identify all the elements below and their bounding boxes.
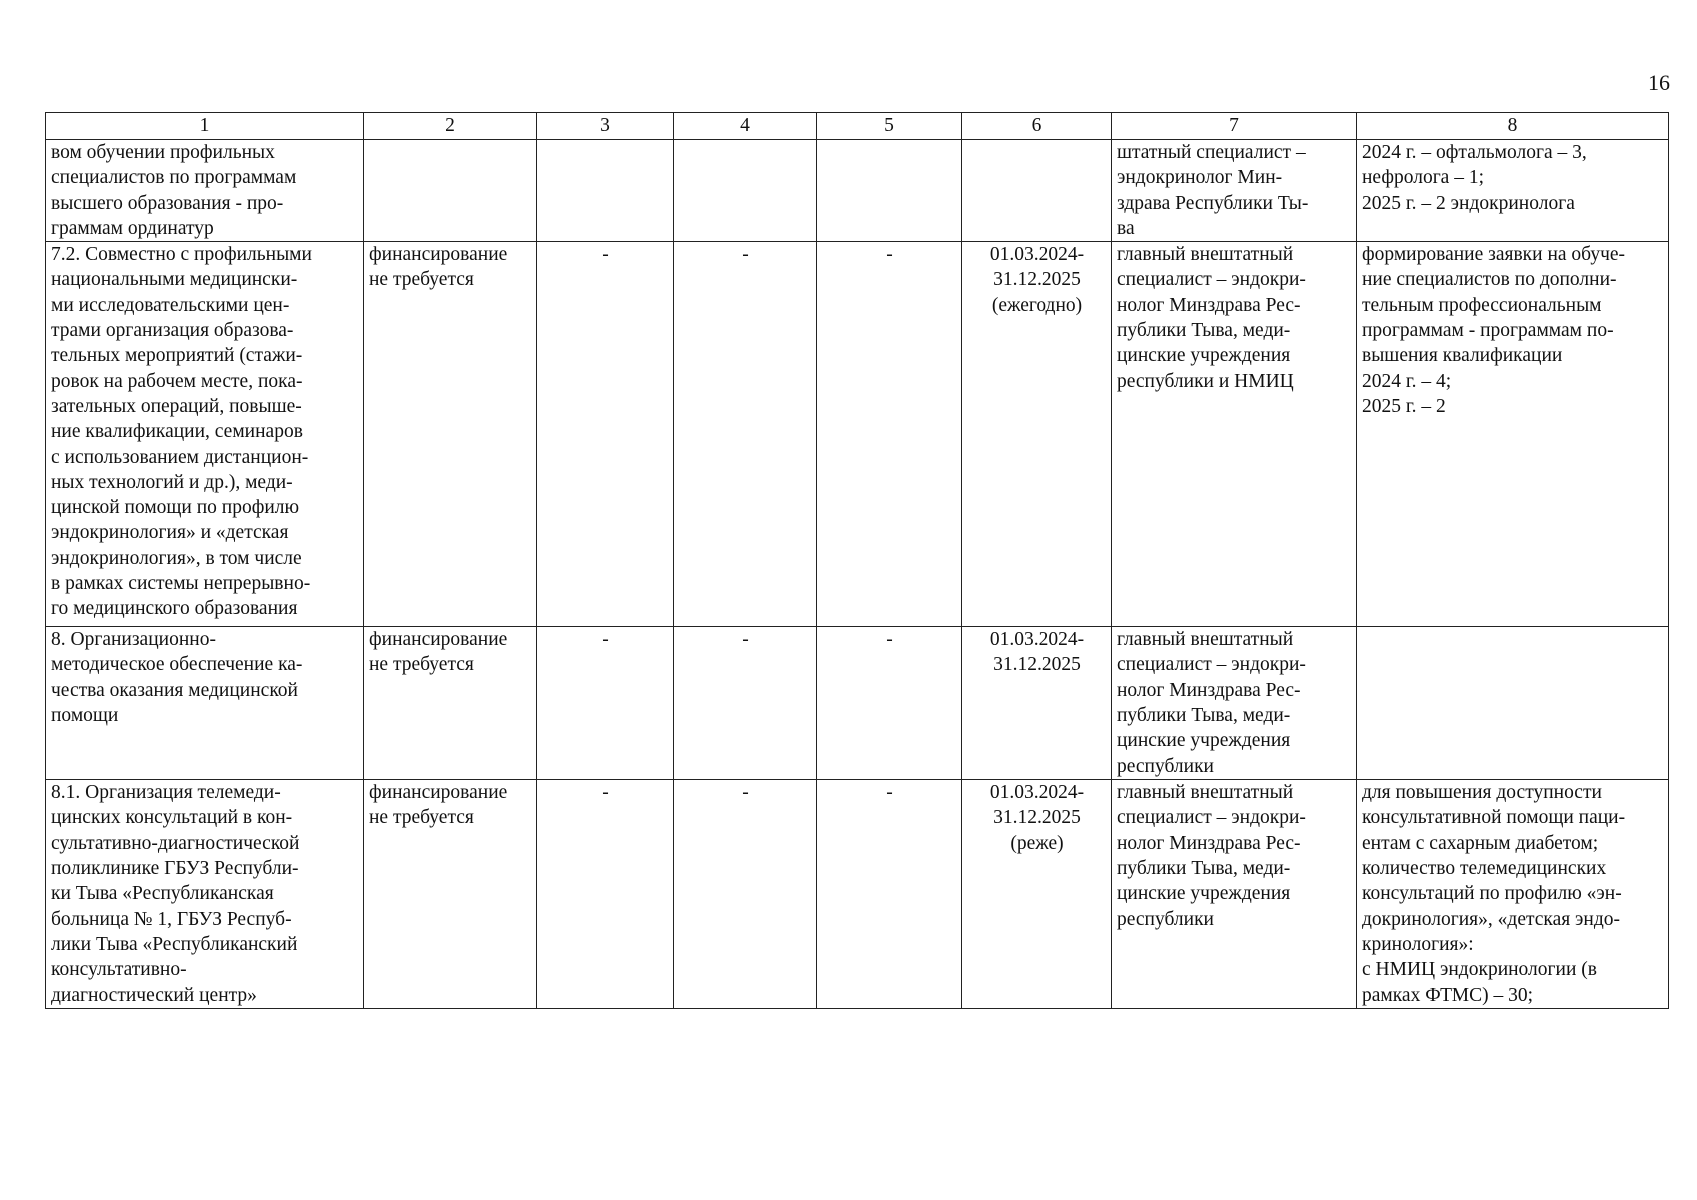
result-cell: для повышения доступности консультативной помощи паци- ентам с сахарным диабетом; количество телемедицинских консультаций по профилю «эн- докринология», «детская эндо- кринология»: с НМИЦ эндокринологии (в рамках ФТМС) – 30; <box>1357 780 1669 1009</box>
activity-cell: 7.2. Совместно с профильными национальными медицински- ми исследовательскими цен- трами организация образова- тельных мероприятий (стажи- ровок на рабочем месте, пока- зательных операций, повыше- ние квалификации, семинаров с использованием дистанцион- ных технологий и др.), меди- цинской помощи по профилю эндокринология» и «детская эндокринология», в том числе в рамках системы непрерывно- го медицинского образования <box>46 242 364 627</box>
period-cell: 01.03.2024- 31.12.2025 <box>962 627 1112 780</box>
responsible-cell: штатный специалист – эндокринолог Мин- здрава Республики Ты- ва <box>1112 140 1357 242</box>
period-cell: 01.03.2024- 31.12.2025 (ежегодно) <box>962 242 1112 627</box>
table-row <box>46 140 1669 242</box>
column-header-4: 4 <box>674 113 817 140</box>
column-header-6: 6 <box>962 113 1112 140</box>
table-row <box>46 627 1669 780</box>
activity-plan-table <box>45 112 1669 1009</box>
amount-cell: - <box>817 780 962 1009</box>
amount-cell <box>817 140 962 242</box>
responsible-cell: главный внештатный специалист – эндокри- нолог Минздрава Рес- публики Тыва, меди- цинские учреждения республики и НМИЦ <box>1112 242 1357 627</box>
activity-cell: 8.1. Организация телемеди- цинских консультаций в кон- сультативно-диагностической поликлинике ГБУЗ Республи- ки Тыва «Республиканская больница № 1, ГБУЗ Респуб- лики Тыва «Республиканский консультативно- диагностический центр» <box>46 780 364 1009</box>
period-cell: 01.03.2024- 31.12.2025 (реже) <box>962 780 1112 1009</box>
amount-cell: - <box>817 627 962 780</box>
amount-cell <box>537 140 674 242</box>
amount-cell: - <box>817 242 962 627</box>
amount-cell <box>674 140 817 242</box>
column-header-1: 1 <box>46 113 364 140</box>
result-cell: формирование заявки на обуче- ние специалистов по дополни- тельным профессиональным программам - программам по- вышения квалификации 2024 г. – 4; 2025 г. – 2 <box>1357 242 1669 627</box>
funding-cell <box>364 140 537 242</box>
amount-cell: - <box>537 627 674 780</box>
responsible-cell: главный внештатный специалист – эндокри- нолог Минздрава Рес- публики Тыва, меди- цинские учреждения республики <box>1112 780 1357 1009</box>
result-cell: 2024 г. – офтальмолога – 3, нефролога – 1; 2025 г. – 2 эндокринолога <box>1357 140 1669 242</box>
activity-cell: вом обучении профильных специалистов по программам высшего образования - про- граммам ординатур <box>46 140 364 242</box>
amount-cell: - <box>674 780 817 1009</box>
amount-cell: - <box>674 627 817 780</box>
amount-cell: - <box>674 242 817 627</box>
column-header-8: 8 <box>1357 113 1669 140</box>
responsible-cell: главный внештатный специалист – эндокри- нолог Минздрава Рес- публики Тыва, меди- цинские учреждения республики <box>1112 627 1357 780</box>
column-header-5: 5 <box>817 113 962 140</box>
page-number: 16 <box>1648 70 1670 95</box>
period-cell <box>962 140 1112 242</box>
column-header-2: 2 <box>364 113 537 140</box>
column-header-3: 3 <box>537 113 674 140</box>
column-number-row <box>46 113 1669 140</box>
table-row <box>46 242 1669 627</box>
result-cell <box>1357 627 1669 780</box>
funding-cell: финансирование не требуется <box>364 780 537 1009</box>
activity-cell: 8. Организационно- методическое обеспечение ка- чества оказания медицинской помощи <box>46 627 364 780</box>
amount-cell: - <box>537 242 674 627</box>
amount-cell: - <box>537 780 674 1009</box>
funding-cell: финансирование не требуется <box>364 242 537 627</box>
funding-cell: финансирование не требуется <box>364 627 537 780</box>
column-header-7: 7 <box>1112 113 1357 140</box>
table-row <box>46 780 1669 1009</box>
